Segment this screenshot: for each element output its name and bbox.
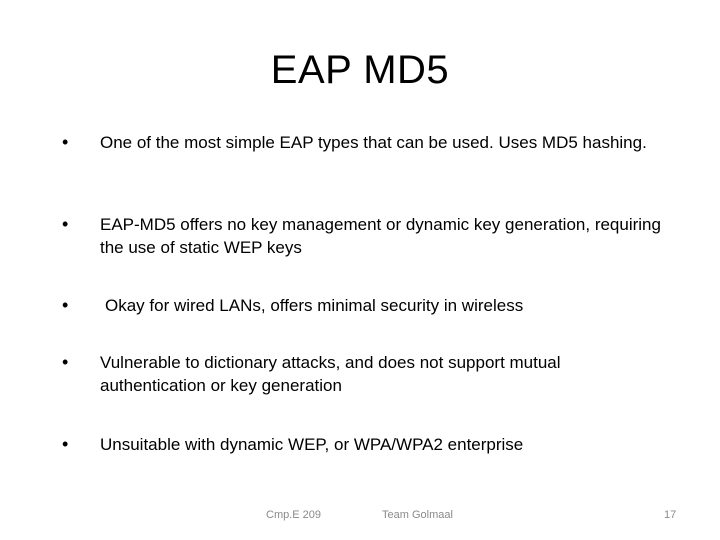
bullet-dot: • [62,132,69,152]
slide-title: EAP MD5 [270,48,450,92]
footer-team: Team Golmaal [382,509,453,521]
bullet-text: EAP-MD5 offers no key management or dynamic key generation, requiring the use of static WEP keys [100,215,661,257]
bullet-item [62,433,662,456]
bullet-item [62,351,662,397]
bullet-text: Unsuitable with dynamic WEP, or WPA/WPA2 enterprise [100,435,524,454]
bullet-dot: • [62,295,69,315]
bullet-text: Okay for wired LANs, offers minimal security in wireless [105,296,524,315]
bullet-item [62,213,662,259]
bullet-dot: • [62,214,69,234]
footer-page-number: 17 [664,509,677,521]
bullet-text: Vulnerable to dictionary attacks, and does not support mutual authentication or key generation [100,353,561,395]
bullet-dot: • [62,352,69,372]
bullet-item [62,131,662,154]
footer-course: Cmp.E 209 [266,509,322,521]
bullet-dot: • [62,434,69,454]
bullet-text: One of the most simple EAP types that can be used. Uses MD5 hashing. [100,133,647,152]
bullet-item [62,294,662,317]
